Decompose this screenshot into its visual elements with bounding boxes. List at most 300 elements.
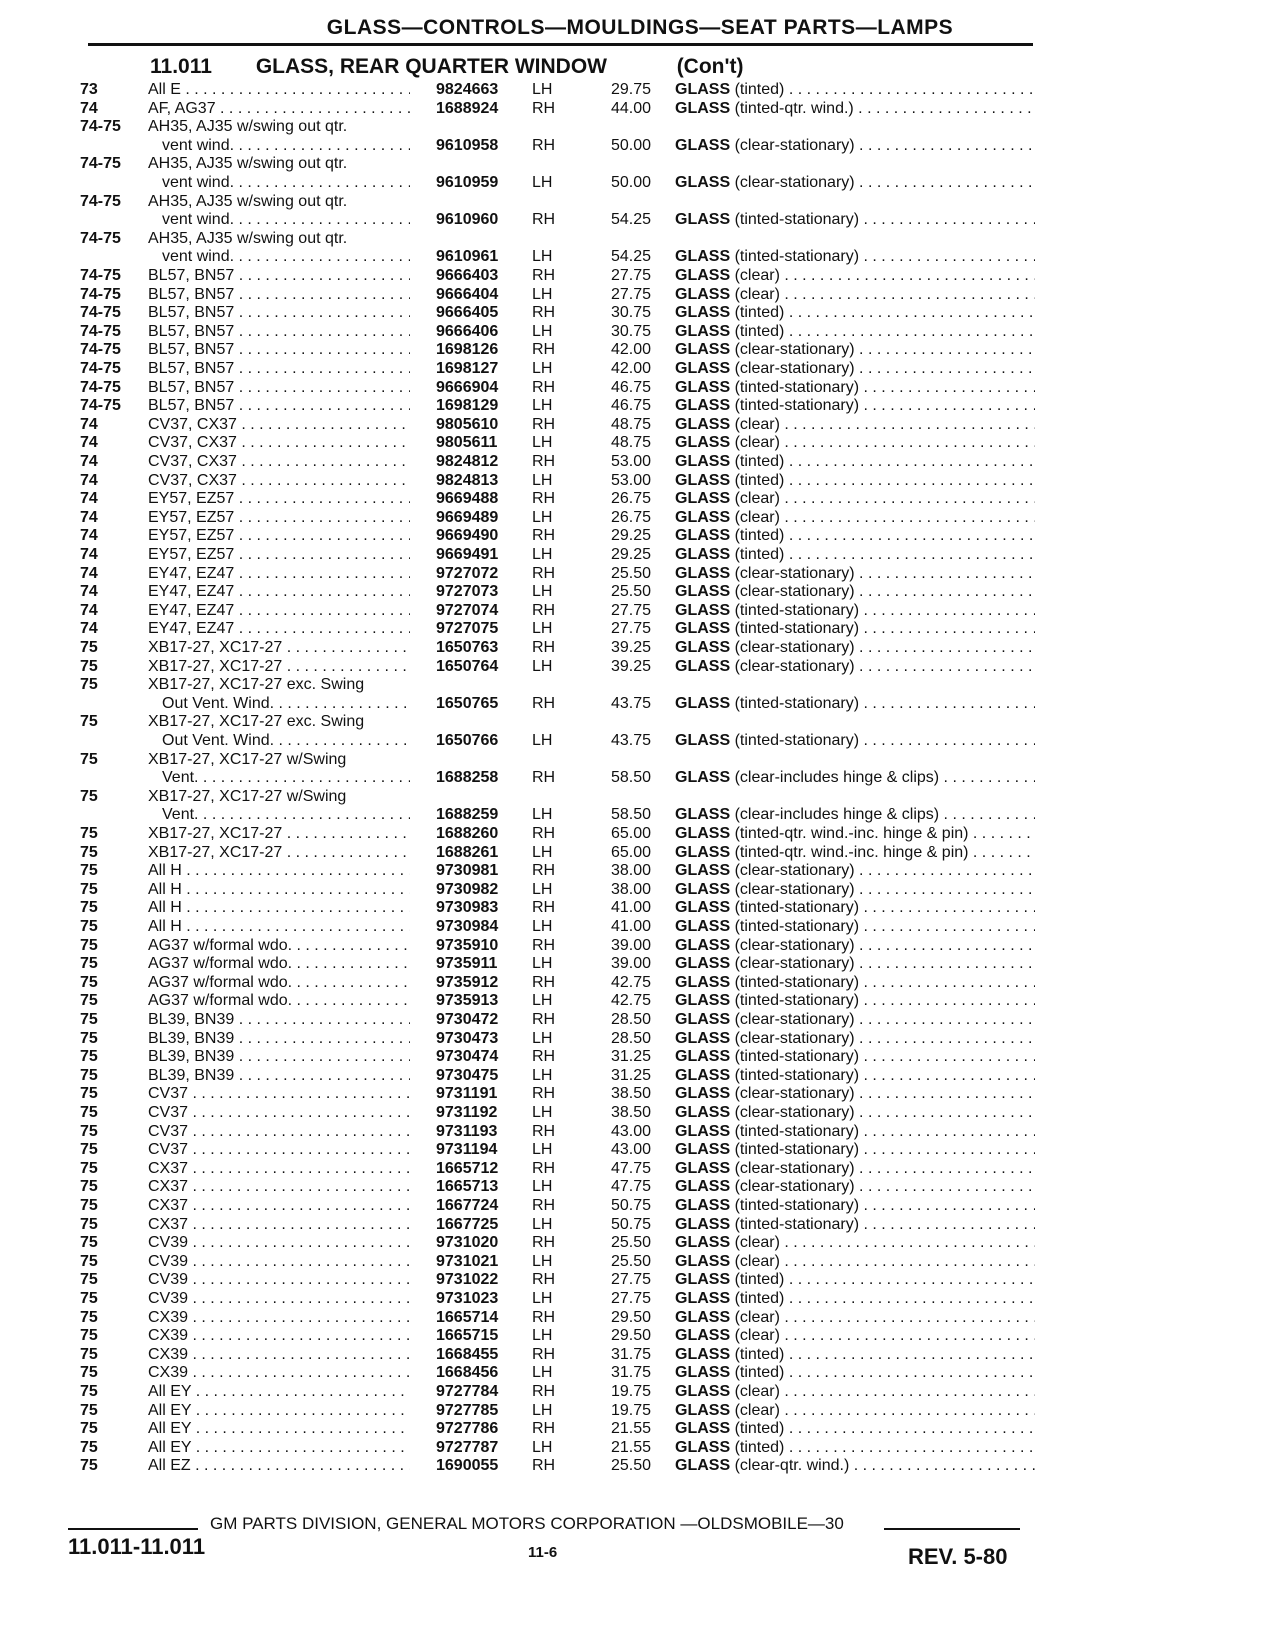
description-cell bbox=[675, 917, 1035, 936]
part-number-cell: 9727075 bbox=[436, 620, 499, 638]
side-cell: LH bbox=[532, 620, 553, 638]
description-cell bbox=[675, 954, 1035, 973]
glass-label: GLASS bbox=[675, 1327, 731, 1345]
part-number-cell: 9730475 bbox=[436, 1066, 499, 1084]
table-row bbox=[0, 303, 1280, 322]
side-cell: RH bbox=[532, 1383, 556, 1400]
glass-spec: (tinted-stationary) bbox=[734, 899, 860, 917]
table-row bbox=[0, 229, 1280, 248]
description-cell bbox=[675, 1215, 1035, 1234]
model-cell: AG37 w/formal wdo. . . . bbox=[148, 991, 410, 1010]
glass-label: GLASS bbox=[675, 1234, 731, 1252]
description-cell bbox=[675, 1345, 1035, 1364]
side-cell: LH bbox=[532, 806, 553, 824]
glass-label: GLASS bbox=[675, 1271, 731, 1289]
part-number-cell: 1650763 bbox=[436, 639, 499, 656]
glass-spec: (tinted-stationary) bbox=[734, 248, 860, 266]
table-row bbox=[0, 1177, 1280, 1196]
description-cell bbox=[675, 843, 1035, 862]
model-cell: All EY . . . bbox=[148, 1401, 410, 1420]
glass-label: GLASS bbox=[675, 1457, 731, 1475]
description-cell bbox=[675, 1456, 1035, 1475]
price-cell: 25.50 bbox=[610, 1252, 651, 1270]
model-cell: EY47, EZ47 . . . bbox=[148, 601, 410, 620]
year-cell: 75 bbox=[80, 1215, 98, 1233]
price-cell: 58.50 bbox=[610, 769, 651, 787]
model-cell: Vent. . . . bbox=[162, 768, 410, 787]
price-cell: 47.75 bbox=[610, 1178, 651, 1196]
section-number: 11.011 bbox=[150, 55, 212, 78]
model-cell: All EY . . . bbox=[148, 1438, 410, 1457]
side-cell: LH bbox=[532, 918, 553, 935]
price-cell: 41.00 bbox=[610, 918, 651, 935]
price-cell: 29.25 bbox=[610, 527, 651, 545]
table-row bbox=[0, 117, 1280, 136]
glass-label: GLASS bbox=[675, 1308, 731, 1326]
side-cell: LH bbox=[532, 843, 553, 861]
description-cell bbox=[675, 1233, 1035, 1252]
description-cell bbox=[675, 638, 1035, 657]
price-cell: 42.75 bbox=[610, 973, 651, 991]
glass-spec: (clear) bbox=[734, 434, 780, 452]
glass-label: GLASS bbox=[675, 862, 731, 880]
table-row bbox=[0, 1345, 1280, 1364]
glass-spec: (tinted-stationary) bbox=[734, 211, 860, 229]
year-cell: 75 bbox=[80, 1029, 98, 1047]
glass-spec: (tinted) bbox=[734, 546, 785, 563]
glass-spec: (clear) bbox=[734, 285, 780, 303]
side-cell: RH bbox=[532, 1048, 556, 1066]
description-cell bbox=[675, 378, 1035, 397]
part-number-cell: 1698127 bbox=[436, 360, 499, 377]
glass-spec: (clear-stationary) bbox=[734, 862, 855, 880]
glass-spec: (tinted-stationary) bbox=[734, 1122, 860, 1140]
model-cell: CX37 . . . bbox=[148, 1159, 410, 1178]
table-row bbox=[0, 247, 1280, 266]
price-cell: 65.00 bbox=[610, 843, 651, 861]
part-number-cell: 1688259 bbox=[436, 806, 499, 824]
glass-label: GLASS bbox=[675, 564, 731, 582]
glass-spec: (clear-stationary) bbox=[734, 1159, 855, 1177]
model-cell: All H . . . bbox=[148, 917, 410, 936]
description-cell bbox=[675, 285, 1035, 304]
description-cell bbox=[675, 99, 1035, 118]
description-cell bbox=[675, 471, 1035, 490]
table-row bbox=[0, 1029, 1280, 1048]
year-cell: 74 bbox=[80, 546, 98, 563]
year-cell: 74 bbox=[80, 583, 98, 601]
table-row bbox=[0, 1196, 1280, 1215]
year-cell: 74 bbox=[80, 453, 98, 470]
side-cell: LH bbox=[532, 1438, 553, 1456]
glass-spec: (clear-stationary) bbox=[734, 955, 855, 973]
table-row bbox=[0, 768, 1280, 787]
table-row bbox=[0, 1270, 1280, 1289]
glass-spec: (tinted) bbox=[734, 453, 785, 470]
part-number-cell: 9730983 bbox=[436, 899, 499, 917]
glass-label: GLASS bbox=[675, 304, 731, 322]
glass-label: GLASS bbox=[675, 1252, 731, 1270]
glass-spec: (tinted-stationary) bbox=[734, 992, 860, 1010]
model-cell: BL57, BN57 . . . bbox=[148, 303, 410, 322]
model-cell: EY47, EZ47 . . . bbox=[148, 582, 410, 601]
glass-label: GLASS bbox=[675, 769, 731, 787]
side-cell: RH bbox=[532, 564, 556, 582]
glass-spec: (tinted) bbox=[734, 81, 785, 98]
model-cell: All EZ . . . bbox=[148, 1456, 410, 1475]
side-cell: RH bbox=[532, 136, 556, 154]
description-cell bbox=[675, 880, 1035, 899]
price-cell: 27.75 bbox=[610, 601, 651, 619]
price-cell: 43.75 bbox=[610, 732, 651, 749]
glass-label: GLASS bbox=[675, 601, 731, 619]
side-cell: LH bbox=[532, 1141, 553, 1159]
model-cell: AG37 w/formal wdo. . . . bbox=[148, 954, 410, 973]
side-cell: RH bbox=[532, 936, 556, 954]
table-row bbox=[0, 843, 1280, 862]
continued-label: (Con't) bbox=[676, 55, 744, 78]
table-row bbox=[0, 340, 1280, 359]
part-number-cell: 9735913 bbox=[436, 992, 499, 1010]
description-cell bbox=[675, 564, 1035, 583]
side-cell: LH bbox=[532, 1252, 553, 1270]
model-cell: AH35, AJ35 w/swing out qtr. bbox=[148, 155, 348, 173]
table-row bbox=[0, 787, 1280, 806]
side-cell: RH bbox=[532, 973, 556, 991]
table-row bbox=[0, 712, 1280, 731]
price-cell: 30.75 bbox=[610, 304, 651, 322]
glass-spec: (clear) bbox=[734, 1252, 780, 1270]
side-cell: LH bbox=[532, 992, 553, 1010]
part-number-cell: 9610958 bbox=[436, 136, 499, 154]
side-cell: RH bbox=[532, 769, 556, 787]
table-row bbox=[0, 880, 1280, 899]
table-row bbox=[0, 936, 1280, 955]
description-cell bbox=[675, 210, 1035, 229]
glass-spec: (clear-stationary) bbox=[734, 360, 855, 377]
price-cell: 28.50 bbox=[610, 1029, 651, 1047]
table-row bbox=[0, 1159, 1280, 1178]
glass-spec: (tinted) bbox=[734, 1345, 785, 1363]
model-cell: CV39 . . . bbox=[148, 1252, 410, 1271]
table-row bbox=[0, 378, 1280, 397]
table-row bbox=[0, 657, 1280, 676]
year-cell: 75 bbox=[80, 1066, 98, 1084]
year-cell: 75 bbox=[80, 825, 98, 842]
price-cell: 25.50 bbox=[610, 1234, 651, 1252]
part-number-cell: 9666403 bbox=[436, 267, 499, 284]
description-cell bbox=[675, 694, 1035, 713]
glass-spec: (tinted-stationary) bbox=[734, 732, 860, 749]
glass-spec: (tinted) bbox=[734, 1271, 785, 1289]
year-cell: 74-75 bbox=[80, 192, 121, 210]
glass-spec: (clear-stationary) bbox=[734, 1029, 855, 1047]
glass-label: GLASS bbox=[675, 174, 731, 191]
glass-spec: (clear-stationary) bbox=[734, 657, 855, 675]
table-row bbox=[0, 526, 1280, 545]
glass-spec: (tinted-stationary) bbox=[734, 1141, 860, 1159]
model-cell: XB17-27, XC17-27 exc. Swing bbox=[148, 713, 365, 731]
part-number-cell: 1668455 bbox=[436, 1345, 499, 1363]
part-number-cell: 9727784 bbox=[436, 1383, 499, 1400]
model-cell: vent wind. . . . bbox=[162, 173, 410, 192]
year-cell: 74-75 bbox=[80, 378, 121, 396]
part-number-cell: 1650766 bbox=[436, 732, 499, 749]
price-cell: 25.50 bbox=[610, 1457, 651, 1475]
description-cell bbox=[675, 1326, 1035, 1345]
description-cell bbox=[675, 340, 1035, 359]
glass-label: GLASS bbox=[675, 1141, 731, 1159]
side-cell: RH bbox=[532, 825, 556, 842]
part-number-cell: 9727072 bbox=[436, 564, 499, 582]
model-cell: AH35, AJ35 w/swing out qtr. bbox=[148, 118, 348, 136]
side-cell: RH bbox=[532, 453, 556, 470]
glass-label: GLASS bbox=[675, 657, 731, 675]
description-cell bbox=[675, 266, 1035, 285]
table-row bbox=[0, 731, 1280, 750]
description-cell bbox=[675, 247, 1035, 266]
model-cell: CV37, CX37 . . . bbox=[148, 452, 410, 471]
price-cell: 19.75 bbox=[610, 1383, 651, 1400]
table-row bbox=[0, 433, 1280, 452]
table-row bbox=[0, 136, 1280, 155]
model-cell: CV39 . . . bbox=[148, 1270, 410, 1289]
glass-label: GLASS bbox=[675, 285, 731, 303]
glass-label: GLASS bbox=[675, 341, 731, 359]
side-cell: LH bbox=[532, 397, 553, 415]
model-cell: CX39 . . . bbox=[148, 1363, 410, 1382]
glass-spec: (tinted-stationary) bbox=[734, 1048, 860, 1066]
year-cell: 74 bbox=[80, 415, 98, 433]
model-cell: vent wind. . . . bbox=[162, 136, 410, 155]
part-number-cell: 9727787 bbox=[436, 1438, 499, 1456]
glass-spec: (tinted) bbox=[734, 1438, 785, 1456]
glass-label: GLASS bbox=[675, 955, 731, 973]
part-number-cell: 9731191 bbox=[436, 1085, 498, 1103]
description-cell bbox=[675, 936, 1035, 955]
price-cell: 47.75 bbox=[610, 1159, 651, 1177]
side-cell: RH bbox=[532, 1345, 556, 1363]
side-cell: LH bbox=[532, 546, 553, 563]
side-cell: LH bbox=[532, 81, 553, 98]
glass-label: GLASS bbox=[675, 1048, 731, 1066]
glass-label: GLASS bbox=[675, 1364, 731, 1382]
year-cell: 74-75 bbox=[80, 304, 121, 322]
description-cell bbox=[675, 1196, 1035, 1215]
table-row bbox=[0, 80, 1280, 99]
description-cell bbox=[675, 1047, 1035, 1066]
table-row bbox=[0, 452, 1280, 471]
description-cell bbox=[675, 1084, 1035, 1103]
price-cell: 38.50 bbox=[610, 1085, 651, 1103]
year-cell: 74-75 bbox=[80, 341, 121, 359]
model-cell: EY57, EZ57 . . . bbox=[148, 526, 410, 545]
year-cell: 75 bbox=[80, 1383, 98, 1400]
footer-rule-left bbox=[68, 1528, 198, 1530]
year-cell: 75 bbox=[80, 1011, 98, 1028]
side-cell: LH bbox=[532, 248, 553, 266]
glass-label: GLASS bbox=[675, 918, 731, 935]
side-cell: LH bbox=[532, 732, 553, 749]
part-number-cell: 1698129 bbox=[436, 397, 499, 415]
glass-label: GLASS bbox=[675, 1011, 731, 1028]
price-cell: 38.00 bbox=[610, 862, 651, 880]
glass-spec: (tinted) bbox=[734, 1290, 785, 1307]
year-cell: 74 bbox=[80, 508, 98, 526]
year-cell: 75 bbox=[80, 1104, 98, 1121]
side-cell: RH bbox=[532, 694, 556, 712]
price-cell: 27.75 bbox=[610, 1271, 651, 1289]
year-cell: 75 bbox=[80, 936, 98, 954]
side-cell: RH bbox=[532, 1122, 556, 1140]
footer-revision: REV. 5-80 bbox=[908, 1544, 1008, 1569]
table-row bbox=[0, 471, 1280, 490]
model-cell: XB17-27, XC17-27 . . . bbox=[148, 824, 410, 843]
part-number-cell: 9666404 bbox=[436, 285, 499, 303]
side-cell: RH bbox=[532, 490, 556, 508]
year-cell: 74-75 bbox=[80, 155, 121, 173]
model-cell: CV37 . . . bbox=[148, 1084, 410, 1103]
model-cell: BL57, BN57 . . . bbox=[148, 340, 410, 359]
side-cell: RH bbox=[532, 1159, 556, 1177]
part-number-cell: 9669488 bbox=[436, 490, 499, 508]
footer-division-line: GM PARTS DIVISION, GENERAL MOTORS CORPORATION —OLDSMOBILE—30 bbox=[210, 1514, 844, 1533]
side-cell: LH bbox=[532, 360, 553, 377]
model-cell: Vent. . . . bbox=[162, 805, 410, 824]
part-number-cell: 9730473 bbox=[436, 1029, 499, 1047]
year-cell: 75 bbox=[80, 1401, 98, 1419]
side-cell: LH bbox=[532, 1215, 553, 1233]
table-row bbox=[0, 1382, 1280, 1401]
part-number-cell: 1665714 bbox=[436, 1308, 499, 1326]
side-cell: RH bbox=[532, 639, 556, 656]
description-cell bbox=[675, 898, 1035, 917]
part-number-cell: 1688924 bbox=[436, 99, 499, 117]
side-cell: RH bbox=[532, 415, 556, 433]
model-cell: BL57, BN57 . . . bbox=[148, 378, 410, 397]
description-cell bbox=[675, 1010, 1035, 1029]
model-cell: CX37 . . . bbox=[148, 1177, 410, 1196]
description-cell bbox=[675, 136, 1035, 155]
model-cell: BL39, BN39 . . . bbox=[148, 1047, 410, 1066]
table-row bbox=[0, 638, 1280, 657]
side-cell: LH bbox=[532, 1029, 553, 1047]
glass-label: GLASS bbox=[675, 1215, 731, 1233]
model-cell: Out Vent. Wind. . . . bbox=[162, 694, 410, 713]
year-cell: 75 bbox=[80, 713, 98, 731]
side-cell: RH bbox=[532, 1234, 556, 1252]
description-cell bbox=[675, 1159, 1035, 1178]
glass-spec: (clear-stationary) bbox=[734, 639, 855, 656]
glass-spec: (tinted) bbox=[734, 304, 785, 322]
part-number-cell: 1650764 bbox=[436, 657, 499, 675]
year-cell: 75 bbox=[80, 1178, 98, 1196]
glass-label: GLASS bbox=[675, 136, 731, 154]
year-cell: 75 bbox=[80, 955, 98, 973]
description-cell bbox=[675, 657, 1035, 676]
model-cell: BL57, BN57 . . . bbox=[148, 266, 410, 285]
price-cell: 19.75 bbox=[610, 1401, 651, 1419]
table-row bbox=[0, 861, 1280, 880]
price-cell: 25.50 bbox=[610, 583, 651, 601]
glass-label: GLASS bbox=[675, 267, 731, 284]
part-number-cell: 9669491 bbox=[436, 546, 499, 563]
year-cell: 75 bbox=[80, 1141, 98, 1159]
glass-spec: (clear) bbox=[734, 415, 780, 433]
glass-label: GLASS bbox=[675, 1197, 731, 1214]
part-number-cell: 1665713 bbox=[436, 1178, 499, 1196]
table-row bbox=[0, 1419, 1280, 1438]
table-row bbox=[0, 1066, 1280, 1085]
price-cell: 31.75 bbox=[610, 1345, 651, 1363]
price-cell: 39.25 bbox=[610, 639, 651, 656]
model-cell: BL57, BN57 . . . bbox=[148, 359, 410, 378]
model-cell: BL39, BN39 . . . bbox=[148, 1066, 410, 1085]
description-cell bbox=[675, 303, 1035, 322]
glass-label: GLASS bbox=[675, 508, 731, 526]
glass-label: GLASS bbox=[675, 806, 731, 824]
year-cell: 75 bbox=[80, 1048, 98, 1066]
year-cell: 75 bbox=[80, 657, 98, 675]
part-number-cell: 9731021 bbox=[436, 1252, 499, 1270]
part-number-cell: 9669490 bbox=[436, 527, 499, 545]
table-row bbox=[0, 266, 1280, 285]
part-number-cell: 9735911 bbox=[436, 955, 498, 973]
description-cell bbox=[675, 526, 1035, 545]
side-cell: LH bbox=[532, 1364, 553, 1382]
model-cell: EY47, EZ47 . . . bbox=[148, 619, 410, 638]
glass-label: GLASS bbox=[675, 1085, 731, 1103]
year-cell: 75 bbox=[80, 843, 98, 861]
part-number-cell: 9669489 bbox=[436, 508, 499, 526]
price-cell: 31.25 bbox=[610, 1066, 651, 1084]
table-row bbox=[0, 991, 1280, 1010]
glass-label: GLASS bbox=[675, 1290, 731, 1307]
price-cell: 50.75 bbox=[610, 1197, 651, 1214]
part-number-cell: 1690055 bbox=[436, 1457, 499, 1475]
description-cell bbox=[675, 1122, 1035, 1141]
table-row bbox=[0, 154, 1280, 173]
year-cell: 74-75 bbox=[80, 285, 121, 303]
table-row bbox=[0, 489, 1280, 508]
model-cell: XB17-27, XC17-27 exc. Swing bbox=[148, 676, 365, 694]
price-cell: 27.75 bbox=[610, 1290, 651, 1307]
description-cell bbox=[675, 824, 1035, 843]
glass-label: GLASS bbox=[675, 732, 731, 749]
table-row bbox=[0, 1215, 1280, 1234]
price-cell: 43.75 bbox=[610, 694, 651, 712]
model-cell: CV39 . . . bbox=[148, 1289, 410, 1308]
year-cell: 75 bbox=[80, 973, 98, 991]
table-row bbox=[0, 192, 1280, 211]
glass-label: GLASS bbox=[675, 81, 731, 98]
glass-label: GLASS bbox=[675, 211, 731, 229]
price-cell: 42.00 bbox=[610, 360, 651, 377]
description-cell bbox=[675, 768, 1035, 787]
part-number-cell: 9731194 bbox=[436, 1141, 498, 1159]
part-number-cell: 9666405 bbox=[436, 304, 499, 322]
side-cell: LH bbox=[532, 955, 553, 973]
description-cell bbox=[675, 1401, 1035, 1420]
year-cell: 74 bbox=[80, 490, 98, 508]
year-cell: 75 bbox=[80, 918, 98, 935]
side-cell: RH bbox=[532, 341, 556, 359]
part-number-cell: 9730982 bbox=[436, 880, 499, 898]
glass-label: GLASS bbox=[675, 936, 731, 954]
part-number-cell: 9731193 bbox=[436, 1122, 498, 1140]
table-row bbox=[0, 750, 1280, 769]
description-cell bbox=[675, 1103, 1035, 1122]
